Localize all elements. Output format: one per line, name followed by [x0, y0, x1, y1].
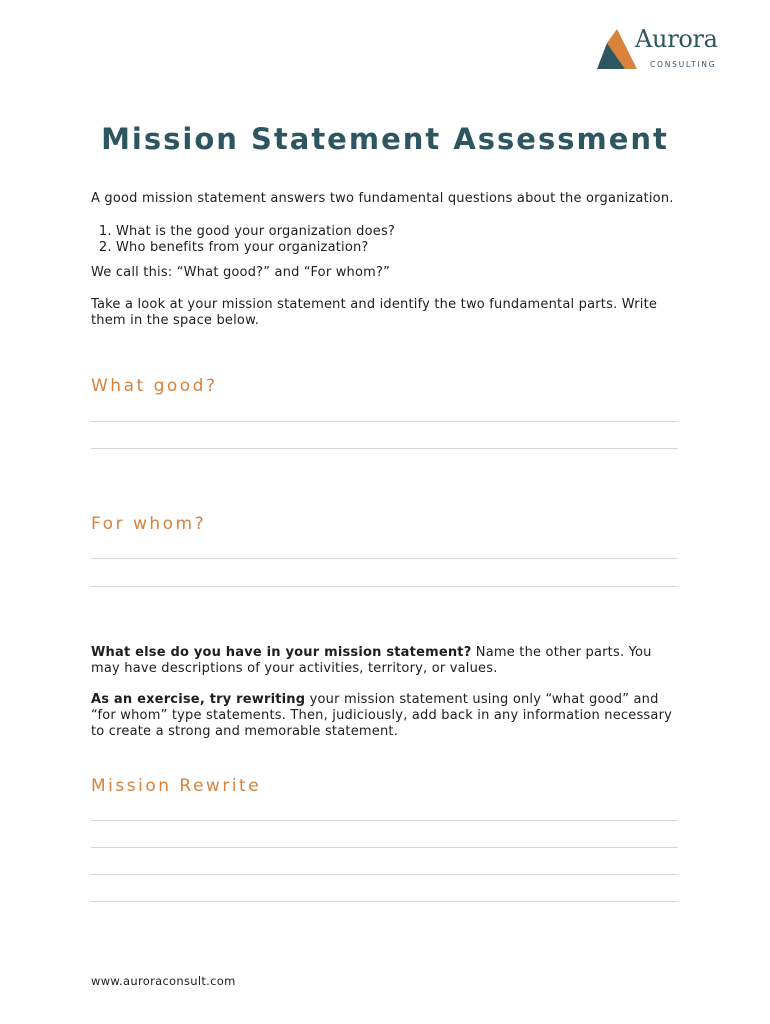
- questions-list: [91, 224, 691, 256]
- footer-url[interactable]: www.auroraconsult.com: [91, 974, 236, 988]
- intro-text: A good mission statement answers two fundamental questions about the organization.: [91, 191, 674, 206]
- what-good-field-1[interactable]: [91, 421, 678, 422]
- exercise-bold: As an exercise, try rewriting: [91, 692, 306, 707]
- exercise-paragraph: [91, 692, 681, 740]
- for-whom-field-2[interactable]: [91, 586, 678, 587]
- logo-name: Aurora: [635, 25, 718, 53]
- rewrite-field-3[interactable]: [91, 874, 678, 875]
- rewrite-field-1[interactable]: [91, 820, 678, 821]
- mission-rewrite-heading: Mission Rewrite: [91, 776, 262, 796]
- exercise-block: [91, 645, 681, 740]
- rewrite-field-4[interactable]: [91, 901, 678, 902]
- intro-block: [91, 191, 691, 329]
- what-good-field-2[interactable]: [91, 448, 678, 449]
- else-bold: What else do you have in your mission statement?: [91, 645, 472, 660]
- what-good-heading: What good?: [91, 376, 218, 396]
- mountain-logo-icon: [597, 29, 637, 71]
- instruction-text: Take a look at your mission statement and identify the two fundamental parts. Write them in the space below.: [91, 297, 658, 328]
- call-this-text: We call this: “What good?” and “For whom?”: [91, 265, 391, 280]
- question-item: 2. Who benefits from your organization?: [116, 240, 691, 256]
- page-title: Mission Statement Assessment: [101, 122, 669, 156]
- rewrite-field-2[interactable]: [91, 847, 678, 848]
- for-whom-heading: For whom?: [91, 514, 207, 534]
- for-whom-field-1[interactable]: [91, 558, 678, 559]
- logo-subtitle: CONSULTING: [650, 60, 717, 69]
- else-paragraph: [91, 645, 681, 677]
- exercise-text: your mission statement using only “what good” and “for whom” type statements. Then, judiciously, add back in any information necessary to create a strong and memorable statement.: [91, 692, 673, 739]
- aurora-logo: [597, 25, 732, 73]
- question-item: 1. What is the good your organization does?: [116, 224, 691, 240]
- else-text: Name the other parts. You may have descriptions of your activities, territory, or values.: [91, 645, 652, 676]
